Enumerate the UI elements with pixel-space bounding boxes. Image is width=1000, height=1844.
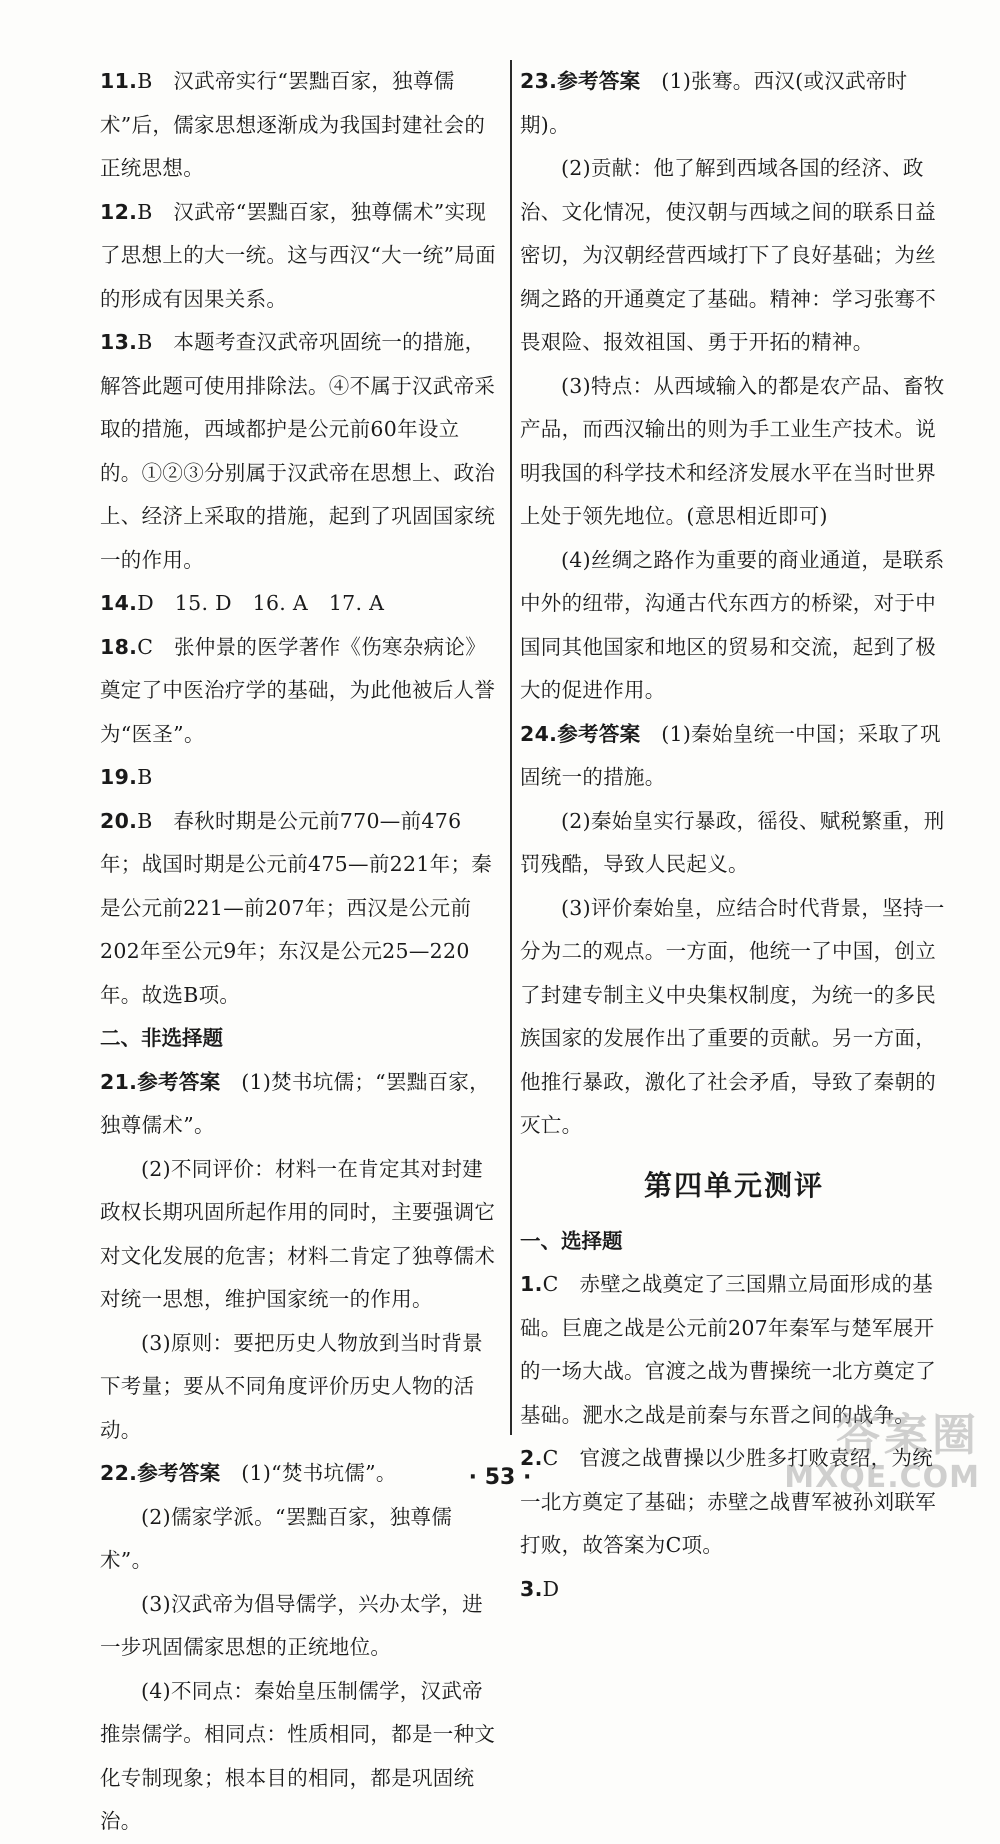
answer-text: D 15. D 16. A 17. A — [137, 591, 385, 615]
answer-part: (1)“焚书坑儒”。 — [241, 1461, 397, 1485]
answer-text: B 春秋时期是公元前770—前476年；战国时期是公元前475—前221年；秦是公元前221—前207年；西汉是公元前202年至公元9年；东汉是公元25—220年。故选B项。 — [100, 808, 493, 1007]
answer-label: 参考答案 — [557, 69, 641, 93]
answer-23 — [520, 60, 948, 713]
question-number: 21. — [100, 1069, 138, 1094]
answer-part: (4)不同点：秦始皇压制儒学，汉武帝推崇儒学。相同点：性质相同，都是一种文化专制现象；根本目的相同，都是巩固统治。 — [100, 1678, 496, 1833]
question-number: 23. — [520, 69, 558, 93]
answer-part: (2)贡献：他了解到西域各国的经济、政治、文化情况，使汉朝与西域之间的联系日益密切，为汉朝经营西域打下了良好基础；为丝绸之路的开通奠定了基础。精神：学习张骞不畏艰险、报效祖国、勇于开拓的精神。 — [520, 156, 936, 354]
answer-part: (3)原则：要把历史人物放到当时背景下考量；要从不同角度评价历史人物的活动。 — [100, 1330, 483, 1442]
question-number: 12. — [100, 199, 138, 224]
list-item — [520, 1568, 948, 1612]
list-item — [100, 756, 500, 800]
answer-text: B 本题考查汉武帝巩固统一的措施，解答此题可使用排除法。④不属于汉武帝采取的措施，西域都护是公元前60年设立的。①②③分别属于汉武帝在思想上、政治上、经济上采取的措施，起到了巩固国家统一的作用。 — [100, 330, 496, 572]
answer-text: C 张仲景的医学著作《伤寒杂病论》奠定了中医治疗学的基础，为此他被后人誉为“医圣”。 — [100, 634, 496, 746]
list-item — [100, 191, 500, 322]
unit-title: 第四单元测评 — [643, 1168, 824, 1202]
left-answer-list — [100, 60, 500, 1017]
answer-part: (2)不同评价：材料一在肯定其对封建政权长期巩固所起作用的同时，主要强调它对文化发展的危害；材料二肯定了独尊儒术对统一思想，维护国家统一的作用。 — [100, 1156, 496, 1311]
answer-part: (4)丝绸之路作为重要的商业通道，是联系中外的纽带，沟通古代东西方的桥梁，对于中国同其他国家和地区的贸易和交流，起到了极大的促进作用。 — [520, 547, 945, 702]
answer-text: B 汉武帝实行“罢黜百家，独尊儒术”后，儒家思想逐渐成为我国封建社会的正统思想。 — [100, 69, 486, 180]
answer-part: (3)特点：从西域输入的都是农产品、畜牧产品，而西汉输出的则为手工业生产技术。说明我国的科学技术和经济发展水平在当时世界上处于领先地位。(意思相近即可) — [520, 373, 945, 528]
question-number: 19. — [100, 765, 138, 789]
answer-part: (3)评价秦始皇，应结合时代背景，坚持一分为二的观点。一方面，他统一了中国，创立了封建专制主义中央集权制度，为统一的多民族国家的发展作出了重要的贡献。另一方面，他推行暴政，激化了社会矛盾，导致了秦朝的灭亡。 — [520, 895, 945, 1137]
watermark-text: 答案圈 — [836, 1410, 980, 1461]
question-number: 2. — [520, 1446, 543, 1470]
watermark-logo — [780, 1411, 980, 1501]
answer-text: C 官渡之战曹操以少胜多打败袁绍，为统一北方奠定了基础；赤壁之战曹军被孙刘联军打败，故答案为C项。 — [520, 1446, 936, 1557]
right-column — [520, 60, 948, 1611]
list-item — [100, 626, 500, 757]
answer-label: 参考答案 — [557, 721, 641, 746]
column-divider — [510, 60, 512, 1435]
question-number: 18. — [100, 634, 138, 659]
answer-part: (3)汉武帝为倡导儒学，兴办太学，进一步巩固儒家思想的正统地位。 — [100, 1591, 483, 1659]
answer-part: (1)秦始皇统一中国；采取了巩固统一的措施。 — [520, 721, 941, 789]
question-number: 3. — [520, 1576, 543, 1601]
answer-label: 参考答案 — [137, 1069, 221, 1094]
answer-part: (2)儒家学派。“罢黜百家，独尊儒术”。 — [100, 1504, 453, 1572]
section-heading-choice: 一、选择题 — [520, 1228, 623, 1253]
answer-24 — [520, 713, 948, 1148]
section-heading-non-choice: 二、非选择题 — [100, 1026, 223, 1050]
list-item — [100, 321, 500, 582]
question-number: 22. — [100, 1461, 138, 1485]
list-item — [100, 60, 500, 191]
answer-21 — [100, 1061, 500, 1453]
answer-text: B — [137, 765, 153, 789]
answer-part: (1)焚书坑儒；“罢黜百家，独尊儒术”。 — [100, 1069, 490, 1137]
page-number: · 53 · — [468, 1465, 532, 1490]
answer-part: (2)秦始皇实行暴政，徭役、赋税繁重，刑罚残酷，导致人民起义。 — [520, 808, 945, 876]
list-item — [100, 582, 500, 626]
question-number: 11. — [100, 69, 138, 93]
answer-part: (1)张骞。西汉(或汉武帝时期)。 — [520, 69, 908, 137]
answer-text: C 赤壁之战奠定了三国鼎立局面形成的基础。巨鹿之战是公元前207年秦军与楚军展开的一场大战。官渡之战为曹操统一北方奠定了基础。淝水之战是前秦与东晋之间的战争。 — [520, 1272, 936, 1427]
question-number: 24. — [520, 721, 558, 746]
list-item — [100, 800, 500, 1018]
left-column — [100, 60, 500, 1844]
watermark-url: MXQE.COM — [784, 1460, 980, 1495]
answer-label: 参考答案 — [137, 1461, 221, 1485]
answer-text: D — [542, 1576, 560, 1601]
question-number: 20. — [100, 808, 138, 833]
answer-22 — [100, 1452, 500, 1844]
question-number: 13. — [100, 330, 138, 354]
answer-text: B 汉武帝“罢黜百家，独尊儒术”实现了思想上的大一统。这与西汉“大一统”局面的形成有因果关系。 — [100, 199, 496, 311]
question-number: 14. — [100, 591, 138, 615]
question-number: 1. — [520, 1272, 543, 1296]
